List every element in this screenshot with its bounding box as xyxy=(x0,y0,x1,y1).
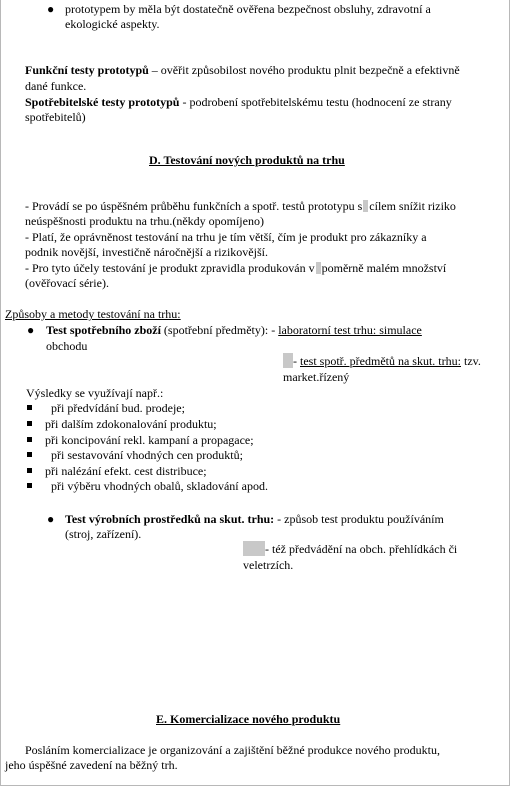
method-item-1-term: Test spotřebního zboží xyxy=(46,323,161,337)
bullet-dot: ● xyxy=(47,2,55,16)
functional-tests-text: – ověřit způsobilost nového produktu plnit bezpečně a efektivně xyxy=(148,63,460,77)
method-item-2-rest: - způsob test produktu používáním xyxy=(274,512,444,526)
method-sub-item xyxy=(293,354,481,369)
section-d-p1-text-b: cílem snížit riziko xyxy=(369,199,456,213)
functional-tests-line-2: dané funkce. xyxy=(25,79,87,93)
results-heading: Výsledky se využívají např.: xyxy=(26,386,164,400)
results-item: při nalézání efekt. cest distribuce; xyxy=(45,464,207,478)
intro-line-2: ekologické aspekty. xyxy=(65,17,160,31)
section-d-p3-text-a: - Pro tyto účely testování je produkt zpravidla produkován v xyxy=(25,261,315,275)
method-item-2-term: Test výrobních prostředků na skut. trhu: xyxy=(65,512,275,526)
section-d-p3-text-b: poměrně malém množství xyxy=(321,261,447,275)
methods-heading: Způsoby a metody testování na trhu: xyxy=(5,307,181,321)
gray-highlight-mark xyxy=(243,541,265,556)
method-sub-link: test spotř. předmětů na skut. trhu: xyxy=(300,354,461,368)
section-e-heading: E. Komercializace nového produktu xyxy=(156,712,341,726)
square-bullet xyxy=(27,468,32,473)
consumer-tests-term: Spotřebitelské testy prototypů xyxy=(25,95,180,109)
method-item-2-sub-line2: veletrzích. xyxy=(243,558,294,572)
section-d-p3-line1 xyxy=(25,261,446,276)
method-item-2-line2: (stroj, zařízení). xyxy=(65,527,142,541)
method-item-2 xyxy=(65,512,444,527)
section-d-p1-text-a: - Provádí se po úspěšném průběhu funkčních a spotř. testů prototypu s xyxy=(25,199,363,213)
section-d-p2-line1: - Platí, že oprávněnost testování na trhu je tím větší, čím je produkt pro zákazníky a xyxy=(25,230,427,244)
method-sub-rest: tzv. xyxy=(460,354,481,368)
square-bullet xyxy=(27,421,32,426)
bullet-dot: ● xyxy=(47,512,55,526)
section-e-line2: jeho úspěšné zavedení na běžný trh. xyxy=(5,758,178,772)
section-e-line1: Posláním komercializace je organizování a zajištění běžné produkce nového produktu, xyxy=(25,743,440,757)
method-item-1 xyxy=(46,323,422,338)
square-bullet xyxy=(27,405,32,410)
consumer-tests-line-2: spotřebitelů) xyxy=(25,110,86,124)
consumer-tests-line xyxy=(25,95,452,110)
method-item-1-paren: (spotřební předměty): - xyxy=(160,323,279,337)
method-sub-line2: market.řízený xyxy=(283,370,350,384)
method-sub-prefix: - xyxy=(293,354,300,368)
results-item: při sestavování vhodných cen produktů; xyxy=(45,448,243,462)
results-item: při koncipování rekl. kampaní a propagace; xyxy=(45,433,254,447)
results-item: při předvídání bud. prodeje; xyxy=(45,401,185,415)
section-d-p1-line2: neúspěšnosti produktu na trhu.(někdy opomíjeno) xyxy=(25,214,264,228)
method-item-2-sub-line1: - též předvádění na obch. přehlídkách či xyxy=(265,542,458,556)
functional-tests-term: Funkční testy prototypů xyxy=(25,63,149,77)
text-cursor-mark xyxy=(316,262,321,274)
text-cursor-mark xyxy=(363,200,368,212)
section-d-p3-line2: (ověřovací série). xyxy=(25,276,109,290)
bullet-dot: ● xyxy=(27,323,35,337)
section-d-p2-line2: podnik novější, investičně náročnější a rizikovější. xyxy=(25,245,268,259)
method-item-1-link: laboratorní test trhu: simulace xyxy=(278,323,422,337)
section-d-p1-line1 xyxy=(25,199,456,214)
consumer-tests-text: - podrobení spotřebitelskému testu (hodnocení ze strany xyxy=(179,95,452,109)
intro-line-1: prototypem by měla být dostatečně ověřena bezpečnost obsluhy, zdravotní a xyxy=(65,2,431,16)
square-bullet xyxy=(27,452,32,457)
section-d-heading: D. Testování nových produktů na trhu xyxy=(149,153,345,167)
results-item: při výběru vhodných obalů, skladování apod. xyxy=(45,479,268,493)
square-bullet xyxy=(27,483,32,488)
square-bullet xyxy=(27,437,32,442)
functional-tests-line xyxy=(25,63,460,78)
method-item-1-line2: obchodu xyxy=(46,339,88,353)
gray-highlight-mark xyxy=(283,353,293,368)
results-item: při dalším zdokonalování produktu; xyxy=(45,417,217,431)
